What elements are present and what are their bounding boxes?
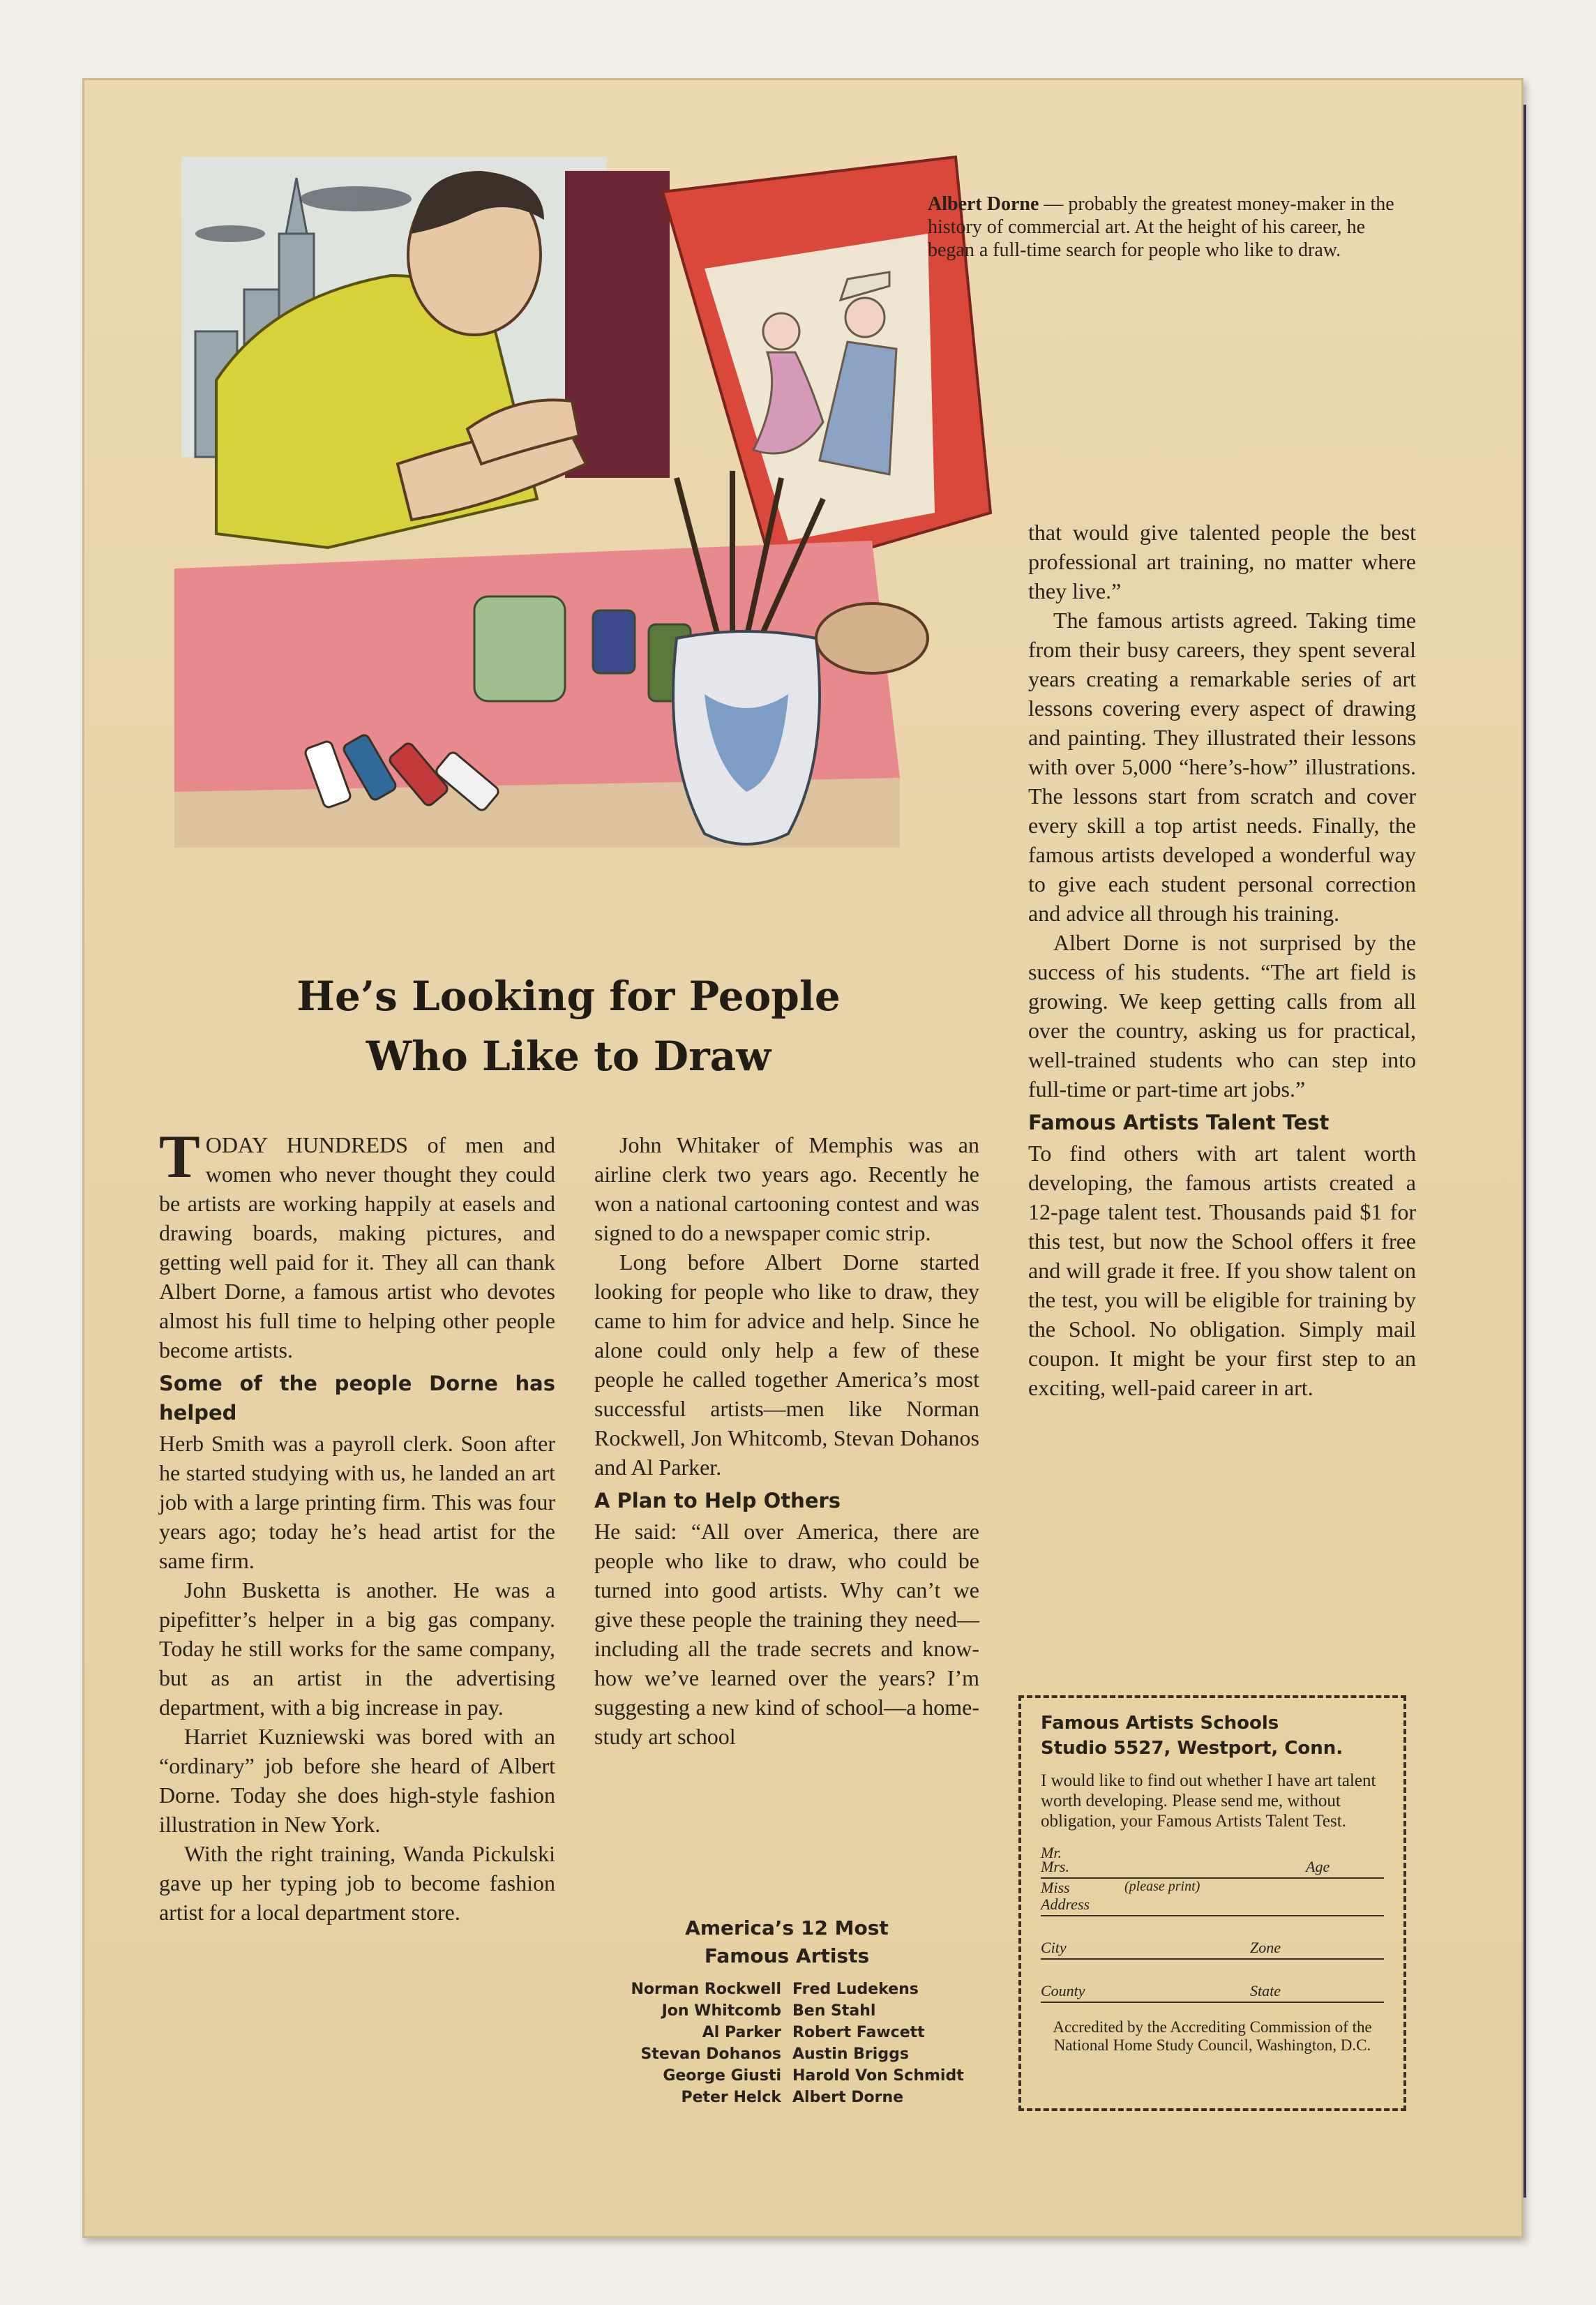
paragraph: To find others with art talent worth developing, the famous artists created a 12-page talent test. Thousands paid $1 for this test, but now the School offers it free and will grade it free. If you show talent on the test, you will be eligible for training by the School. No obligation. Simply mail coupon. It might be your first step to an exciting, well-paid career in art. — [1028, 1141, 1416, 1400]
paragraph: Albert Dorne is not surprised by the success of his students. “The art field is growing. We keep getting calls from all over the country, asking us for practical, well-trained students who can step into full-time or part-time art jobs.” — [1028, 930, 1416, 1102]
headline-line-2: Who Like to Draw — [366, 1033, 771, 1080]
artist-row — [585, 2022, 989, 2043]
artist-name: Ben Stahl — [792, 2002, 876, 2020]
coupon-address-label: Address — [1041, 1895, 1090, 1913]
paragraph: Long before Albert Dorne started looking for people who like to draw, they came to him for advice and help. Since he alone could only help a few of these people he called together America’s most successful artists—men like Norman Rockwell, Jon Whitcomb, Stevan Dohanos and Al Parker. — [594, 1249, 979, 1480]
coupon-state-label: State — [1250, 1982, 1281, 1999]
artists-title-line-1: America’s 12 Most — [685, 1916, 889, 1939]
article-column-1 — [159, 1123, 556, 1927]
artist-name: Albert Dorne — [792, 2089, 904, 2106]
artist-row — [585, 2087, 989, 2108]
mail-coupon[interactable] — [1018, 1695, 1406, 2111]
artist-name: Fred Ludekens — [792, 1981, 919, 1998]
artist-name: Al Parker — [702, 2024, 781, 2041]
artist-row — [585, 2000, 989, 2022]
caption-text: — probably the greatest money-maker in the history of commercial art. At the height of his career, he began a full-time search for people who like to draw. — [928, 193, 1394, 261]
coupon-miss-label: Miss — [1041, 1879, 1070, 1896]
coupon-age-label: Age — [1306, 1858, 1330, 1875]
artist-name: Peter Helck — [681, 2089, 781, 2106]
coupon-please-print: (please print) — [1124, 1879, 1200, 1894]
caption-name: Albert Dorne — [928, 193, 1039, 215]
artists-table — [585, 1979, 989, 2108]
illustration-caption — [928, 193, 1416, 262]
coupon-title-options — [1041, 1845, 1384, 1861]
artist-name: Norman Rockwell — [631, 1981, 781, 1998]
paragraph: Harriet Kuzniewski was bored with an “ordinary” job before she heard of Albert Dorne. Today she does high-style fashion illustration in New York. — [159, 1724, 555, 1837]
coupon-city-label: City — [1041, 1939, 1067, 1956]
subhead-talent-test: Famous Artists Talent Test — [1028, 1111, 1330, 1134]
drop-cap: T — [159, 1123, 200, 1191]
coupon-mrs-label: Mrs. — [1041, 1858, 1069, 1875]
artists-title-line-2: Famous Artists — [704, 1944, 870, 1967]
artist-row — [585, 2065, 989, 2087]
coupon-zone-label: Zone — [1250, 1939, 1281, 1956]
coupon-name-field[interactable] — [1041, 1858, 1384, 1879]
coupon-county-label: County — [1041, 1982, 1085, 1999]
artist-illustration — [174, 150, 1011, 924]
artist-name: Robert Fawcett — [792, 2024, 925, 2041]
artists-list-title — [585, 1914, 989, 1970]
article-column-2 — [594, 1130, 979, 1751]
artist-name: Harold Von Schmidt — [792, 2067, 964, 2085]
coupon-studio-address: Studio 5527, Westport, Conn. — [1041, 1738, 1343, 1759]
coupon-city-field[interactable] — [1041, 1932, 1384, 1960]
paragraph: that would give talented people the best professional art training, no matter where they live.” — [1028, 520, 1416, 603]
artist-name: Jon Whitcomb — [661, 2002, 781, 2020]
headline — [209, 966, 928, 1086]
coupon-school-name: Famous Artists Schools — [1041, 1713, 1279, 1734]
headline-line-1: He’s Looking for People — [296, 973, 841, 1020]
paragraph: John Busketta is another. He was a pipefitter’s helper in a big gas company. Today he still works for the same company, but as an artist in the advertising department, with a big increase in pay. — [159, 1577, 555, 1720]
coupon-miss-row — [1041, 1879, 1384, 1897]
coupon-mr-label: Mr. — [1041, 1844, 1062, 1861]
artist-name: George Giusti — [663, 2067, 781, 2085]
paragraph: Herb Smith was a payroll clerk. Soon after he started studying with us, he landed an art job with a large printing firm. This was four years ago; today he’s head artist for the same firm. — [159, 1431, 555, 1573]
lead-smallcaps: ODAY HUNDREDS — [205, 1132, 408, 1157]
paragraph: He said: “All over America, there are people who like to draw, who could be turned into good artists. Why can’t we give these people the training they need—including all the trade secrets and know-how we’ve learned over the years? I’m suggesting a new kind of school—a home-study art school — [594, 1519, 979, 1749]
paragraph: John Whitaker of Memphis was an airline clerk two years ago. Recently he won a national cartooning contest and was signed to do a newspaper comic strip. — [594, 1132, 979, 1245]
famous-artists-list — [585, 1914, 989, 2108]
artist-name: Austin Briggs — [792, 2045, 909, 2063]
subhead-plan: A Plan to Help Others — [594, 1489, 841, 1512]
lead-text: of men and women who never thought they could be artists are working happily at easels and drawing boards, making pictures, and getting well paid for it. They all can thank Albert Dorne, a famous artist who devotes almost his full time to helping other people become artists. — [159, 1132, 556, 1362]
lead-paragraph — [159, 1123, 556, 1365]
artist-row — [585, 2043, 989, 2065]
artist-name: Stevan Dohanos — [640, 2045, 781, 2063]
coupon-address-field[interactable] — [1041, 1897, 1384, 1916]
paragraph: With the right training, Wanda Pickulski gave up her typing job to become fashion artist for a local department store. — [159, 1841, 555, 1925]
water-bowl — [816, 603, 928, 673]
paragraph: The famous artists agreed. Taking time from their busy careers, they spent several years creating a remarkable series of art lessons covering every aspect of drawing and painting. They illustrated their lessons with over 5,000 “here’s-how” illustrations. The lessons start from scratch and cover every skill a top artist needs. Finally, the famous artists developed a wonderful way to give each student personal correction and advice all through his training. — [1028, 608, 1416, 926]
subhead-people-helped: Some of the people Dorne has helped — [159, 1372, 555, 1425]
window-frame — [565, 171, 670, 478]
coupon-request-text: I would like to find out whether I have art talent worth developing. Please send me, without obligation, your Famous Artists Talent Test. — [1041, 1771, 1376, 1831]
article-column-3 — [1028, 518, 1416, 1402]
coupon-accreditation: Accredited by the Accrediting Commission of the National Home Study Council, Washington, D.C. — [1053, 2018, 1372, 2054]
artist-row — [585, 1979, 989, 2000]
coupon-county-field[interactable] — [1041, 1975, 1384, 2003]
